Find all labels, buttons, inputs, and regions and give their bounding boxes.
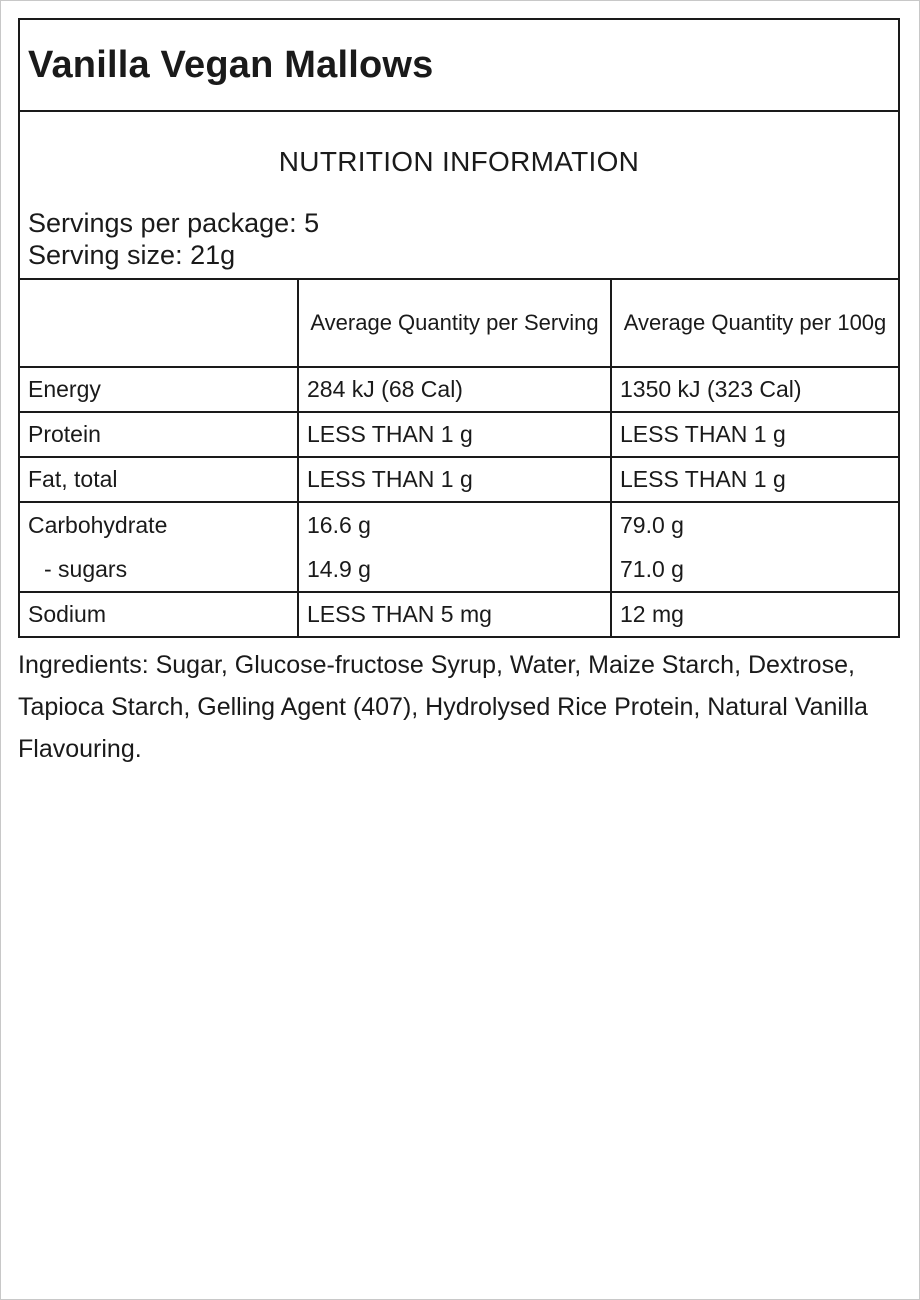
per-serving-value: 16.6 g [307,512,371,538]
header-per-100g: Average Quantity per 100g [611,279,898,367]
per-100g-value: LESS THAN 1 g [611,457,898,502]
per-100g-cell [611,502,898,592]
per-serving-value: LESS THAN 1 g [298,457,611,502]
per-100g-value: 1350 kJ (323 Cal) [611,367,898,412]
title-box [20,20,898,112]
per-serving-value: 284 kJ (68 Cal) [298,367,611,412]
nutrition-heading: NUTRITION INFORMATION [278,146,640,177]
table-row-carbohydrate [20,502,898,592]
nutrient-name-cell [20,502,298,592]
nutrient-name: Energy [20,367,298,412]
table-row-protein [20,412,898,457]
per-100g-value: 12 mg [611,592,898,636]
header-per-serving: Average Quantity per Serving [298,279,611,367]
table-row-fat [20,457,898,502]
per-serving-value: LESS THAN 5 mg [298,592,611,636]
per-serving-cell [298,502,611,592]
table-row-energy [20,367,898,412]
servings-per-package: Servings per package: 5 [28,208,320,238]
serving-size: Serving size: 21g [28,240,236,270]
nutrition-table [20,278,898,636]
table-header-row [20,279,898,367]
nutrition-info-box [20,112,898,278]
product-title: Vanilla Vegan Mallows [28,43,434,86]
per-serving-value: LESS THAN 1 g [298,412,611,457]
nutrition-label [18,18,900,638]
nutrient-name: Fat, total [20,457,298,502]
nutrient-name: Sodium [20,592,298,636]
header-nutrient [20,279,298,367]
ingredients-text: Ingredients: Sugar, Glucose-fructose Syrup, Water, Maize Starch, Dextrose, Tapioca Starch, Gelling Agent (407), Hydrolysed Rice Protein, Natural Vanilla Flavouring. [18,651,868,763]
sub-per-100g-value: 71.0 g [620,556,684,582]
table-row-sodium [20,592,898,636]
per-100g-value: LESS THAN 1 g [611,412,898,457]
nutrient-name: Carbohydrate [28,512,168,538]
sub-nutrient-name: - sugars [44,556,128,582]
sub-per-serving-value: 14.9 g [307,556,371,582]
nutrient-name: Protein [20,412,298,457]
per-100g-value: 79.0 g [620,512,684,538]
